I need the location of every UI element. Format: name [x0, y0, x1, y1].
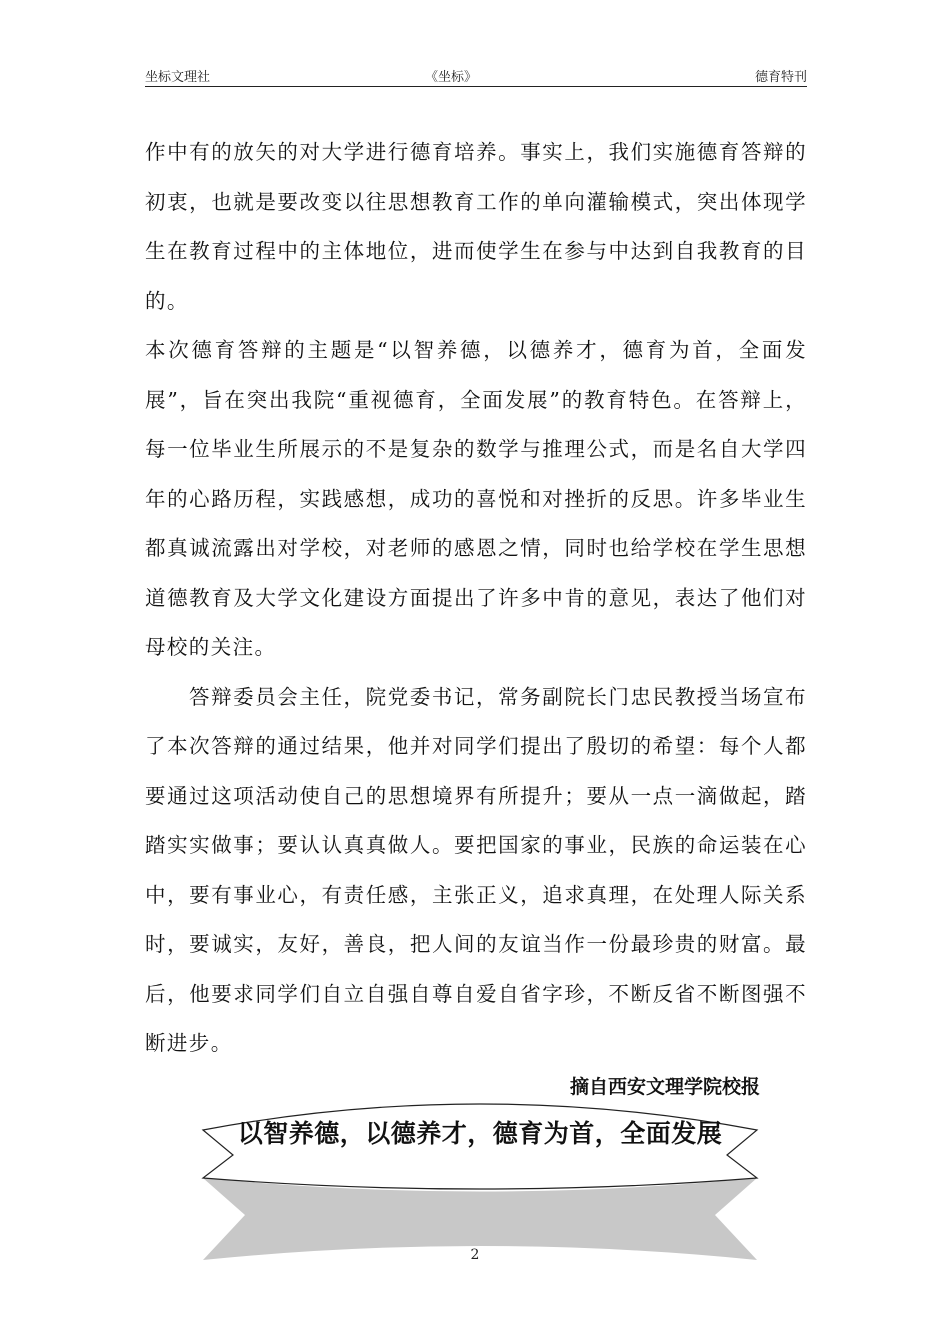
source-credit: 摘自西安文理学院校报 [570, 1076, 761, 1098]
paragraph-2: 本次德育答辩的主题是“以智养德，以德养才，德育为首，全面发展”，旨在突出我院“重视德育，全面发展”的教育特色。在答辩上，每一位毕业生所展示的不是复杂的数学与推理公式，而是名自大学四年的心路历程，实践感想，成功的喜悦和对挫折的反思。许多毕业生都真诚流露出对学校，对老师的感恩之情，同时也给学校在学生思想道德教育及大学文化建设方面提出了许多中肯的意见，表达了他们对母校的关注。 [145, 338, 807, 659]
header-center: 《坐标》 [425, 70, 478, 85]
header-left: 坐标文理社 [145, 70, 211, 85]
ribbon-banner [195, 1100, 765, 1270]
page-header [145, 64, 807, 87]
page-number: 2 [470, 1247, 480, 1263]
paragraph-3: 答辩委员会主任，院党委书记，常务副院长门忠民教授当场宣布了本次答辩的通过结果，他并对同学们提出了殷切的希望：每个人都要通过这项活动使自己的思想境界有所提升；要从一点一滴做起，踏踏实实做事；要认认真真做人。要把国家的事业，民族的命运装在心中，要有事业心，有责任感，主张正义，追求真理，在处理人际关系时，要诚实，友好，善良，把人间的友谊当作一份最珍贵的财富。最后，他要求同学们自立自强自尊自爱自省字珍，不断反省不断图强不断进步。 [145, 684, 807, 1055]
paragraph-1: 作中有的放矢的对大学进行德育培养。事实上，我们实施德育答辩的初衷，也就是要改变以往思想教育工作的单向灌输模式，突出体现学生在教育过程中的主体地位，进而使学生在参与中达到自我教育的目的。 [145, 140, 807, 313]
banner-text: 以智养德，以德养才，德育为首，全面发展 [237, 1119, 723, 1148]
article-body [145, 128, 807, 1069]
header-right: 德育特刊 [754, 70, 807, 85]
